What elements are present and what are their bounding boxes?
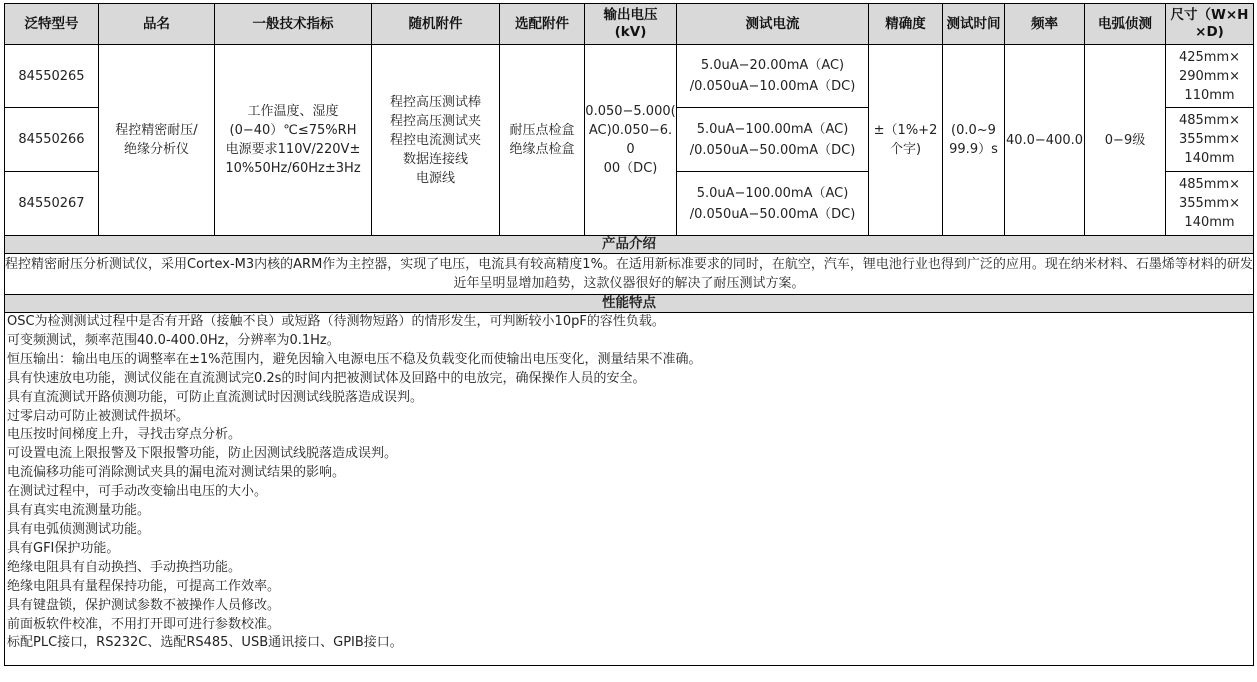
intro-row [5,254,1254,295]
feature-item: 可设置电流上限报警及下限报警功能，防止因测试线脱落造成误判。 [7,446,398,462]
header-arc: 电弧侦测 [1085,4,1166,45]
feature-item: 在测试过程中，可手动改变输出电压的大小。 [7,484,268,500]
features-title: 性能特点 [5,295,1254,313]
size-cell: 485mm× 355mm× 140mm [1166,108,1254,172]
feature-item: 过零启动可防止被测试件损坏。 [7,408,190,424]
features-title-row [5,295,1254,313]
intro-title: 产品介绍 [5,236,1254,254]
header-size: 尺寸（W×H×D) [1166,4,1254,45]
voltage-cell: 0.050−5.000( AC)0.050−6.0 00（DC) [585,45,677,236]
intro-text: 程控精密耐压分析测试仪，采用Cortex-M3内核的ARM作为主控器，实现了电压，电流具有较高精度1%。在适用新标准要求的同时，在航空，汽车，锂电池行业也得到广泛的应用。现在纳米材料、石墨烯等材料的研发近年呈明显增加趋势，这款仪器很好的解决了耐压测试方案。 [5,254,1254,295]
table-row [5,45,1254,108]
features-row [5,313,1254,666]
feature-item: 恒压输出：输出电压的调整率在±1%范围内，避免因输入电源电压不稳及负载变化而使输出电压变化，测量结果不准确。 [7,351,702,367]
accuracy-cell: ±（1%+2 个字) [869,45,943,236]
feature-item: 具有键盘锁，保护测试参数不被操作人员修改。 [7,597,281,613]
arc-cell: 0−9级 [1085,45,1166,236]
features-list [5,313,1254,666]
header-general-spec: 一般技术指标 [215,4,372,45]
header-test-time: 测试时间 [943,4,1005,45]
feature-item: 绝缘电阻具有自动换挡、手动换挡功能。 [7,559,242,575]
feature-item: 绝缘电阻具有量程保持功能，可提高工作效率。 [7,578,281,594]
model-cell: 84550267 [5,172,99,236]
general-spec-cell: 工作温度、湿度 (0−40）℃≤75%RH 电源要求110V/220V± 10%50Hz/60Hz±3Hz [215,45,372,236]
feature-item: 具有直流测试开路侦测功能，可防止直流测试时因测试线脱落造成误判。 [7,389,424,405]
frequency-cell: 40.0−400.0 [1005,45,1085,236]
feature-item: OSC为检测测试过程中是否有开路（接触不良）或短路（待测物短路）的情形发生，可判断较小10pF的容性负载。 [7,314,665,329]
model-cell: 84550266 [5,108,99,172]
feature-item: 具有真实电流测量功能。 [7,503,151,519]
size-cell: 485mm× 355mm× 140mm [1166,172,1254,236]
feature-item: 电压按时间梯度上升，寻找击穿点分析。 [7,427,242,443]
feature-item: 可变频测试，频率范围40.0-400.0Hz，分辨率为0.1Hz。 [7,332,340,348]
accessories-cell: 程控高压测试棒 程控高压测试夹 程控电流测试夹 数据连接线 电源线 [372,45,500,236]
optional-cell: 耐压点检盒 绝缘点检盒 [500,45,585,236]
feature-item: 前面板软件校准，不用打开即可进行参数校准。 [7,616,281,632]
feature-item: 具有GFI保护功能。 [7,540,120,556]
product-name-cell: 程控精密耐压/ 绝缘分析仪 [99,45,215,236]
header-product-name: 品名 [99,4,215,45]
feature-item: 标配PLC接口，RS232C、选配RS485、USB通讯接口、GPIB接口。 [7,635,403,651]
header-frequency: 频率 [1005,4,1085,45]
test-time-cell: (0.0~9 99.9）s [943,45,1005,236]
size-cell: 425mm× 290mm× 110mm [1166,45,1254,108]
header-voltage: 输出电压 (kV) [585,4,677,45]
header-current: 测试电流 [677,4,869,45]
current-cell: 5.0uA−20.00mA（AC) /0.050uA−10.00mA（DC) [677,45,869,108]
current-cell: 5.0uA−100.00mA（AC) /0.050uA−50.00mA（DC) [677,108,869,172]
model-cell: 84550265 [5,45,99,108]
header-accuracy: 精确度 [869,4,943,45]
header-model: 泛特型号 [5,4,99,45]
header-accessories: 随机附件 [372,4,500,45]
spec-table [4,3,1254,666]
header-optional: 选配附件 [500,4,585,45]
feature-item: 电流偏移功能可消除测试夹具的漏电流对测试结果的影响。 [7,465,346,481]
current-cell: 5.0uA−100.00mA（AC) /0.050uA−50.00mA（DC) [677,172,869,236]
feature-item: 具有快速放电功能，测试仪能在直流测试完0.2s的时间内把被测试体及回路中的电放完，确保操作人员的安全。 [7,370,646,386]
intro-title-row [5,236,1254,254]
header-row [5,4,1254,45]
feature-item: 具有电弧侦测测试功能。 [7,521,151,537]
